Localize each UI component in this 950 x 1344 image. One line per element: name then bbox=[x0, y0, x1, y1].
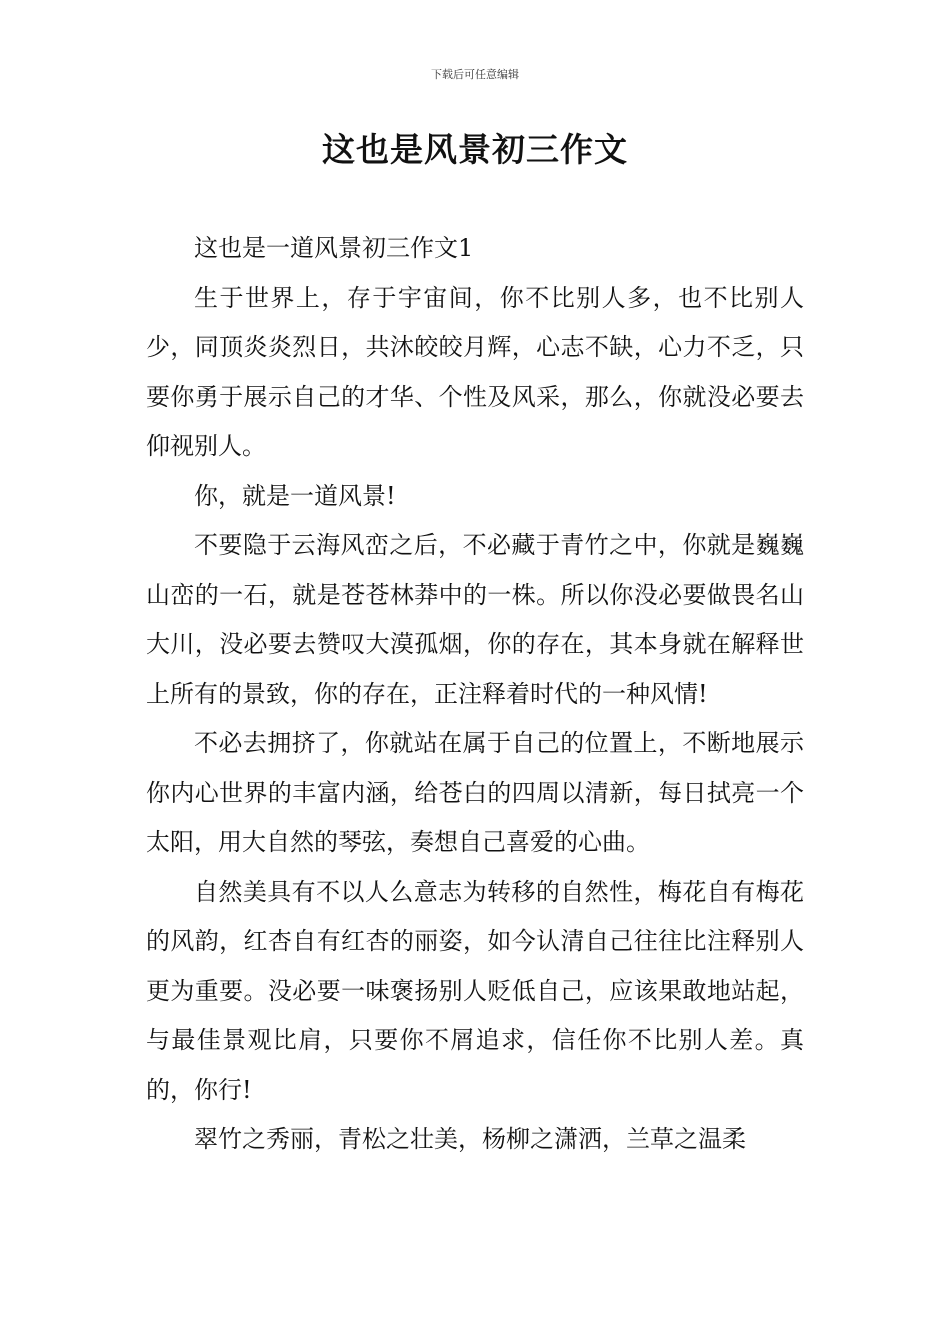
paragraph: 你，就是一道风景! bbox=[194, 481, 396, 510]
document-body bbox=[146, 224, 804, 1165]
paragraph: 翠竹之秀丽，青松之壮美，杨柳之潇洒，兰草之温柔 bbox=[194, 1125, 746, 1153]
paragraph: 自然美具有不以人么意志为转移的自然性，梅花自有梅花的风韵，红杏自有红杏的丽姿，如今认清自己往往比注释别人更为重要。没必要一味褒扬别人贬低自己，应该果敢地站起，与最佳景观比肩，只要你不屑追求，信任你不比别人差。真的，你行! bbox=[146, 877, 804, 1104]
paragraph-subtitle: 这也是一道风景初三作文1 bbox=[194, 234, 474, 262]
header-note: 下载后可任意编辑 bbox=[431, 68, 519, 81]
paragraph: 不要隐于云海风峦之后，不必藏于青竹之中，你就是巍巍山峦的一石，就是苍苍林莽中的一株。所以你没必要做畏名山大川，没必要去赞叹大漠孤烟，你的存在，其本身就在解释世上所有的景致，你的存在，正注释着时代的一种风情! bbox=[146, 531, 804, 708]
paragraph: 生于世界上，存于宇宙间，你不比别人多，也不比别人少，同顶炎炎烈日，共沐皎皎月辉，心志不缺，心力不乏，只要你勇于展示自己的才华、个性及风采，那么，你就没必要去仰视别人。 bbox=[146, 283, 804, 460]
paragraph: 不必去拥挤了，你就站在属于自己的位置上，不断地展示你内心世界的丰富内涵，给苍白的四周以清新，每日拭亮一个太阳，用大自然的琴弦，奏想自己喜爱的心曲。 bbox=[146, 729, 804, 856]
document-title: 这也是风景初三作文 bbox=[322, 130, 628, 169]
